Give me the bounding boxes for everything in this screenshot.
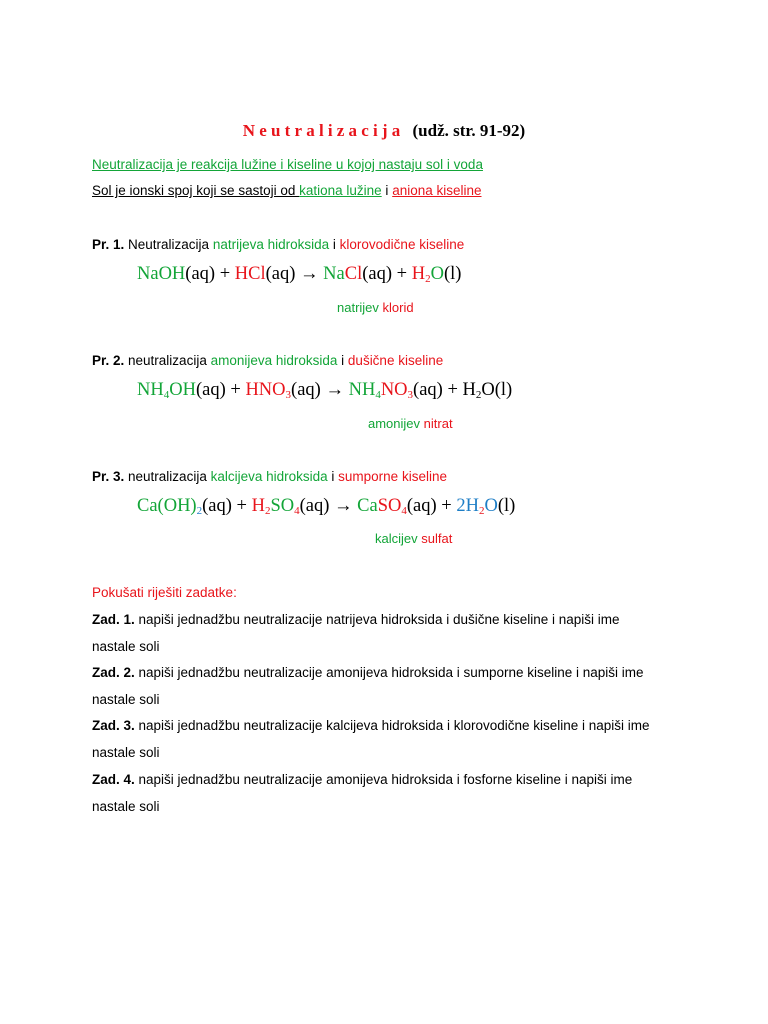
salt-name-1: natrijev klorid [337, 300, 414, 315]
intro-salt-definition: Sol je ionski spoj koji se sastoji od kationa lužine i aniona kiseline [92, 183, 482, 198]
task-4-line2: nastale soli [92, 799, 160, 814]
equation-1: NaOH(aq) + HCl(aq) → NaCl(aq) + $H_2O(l)$ [137, 264, 462, 285]
example-3-heading: Pr. 3. neutralizacija kalcijeva hidroksida i sumporne kiseline [92, 469, 447, 484]
task-3-line2: nastale soli [92, 745, 160, 760]
example-1-heading: Pr. 1. Neutralizacija natrijeva hidroksida i klorovodične kiseline [92, 237, 465, 252]
title-reference: (udž. str. 91-92) [412, 121, 526, 140]
example-2-heading: Pr. 2. neutralizacija amonijeva hidroksida i dušične kiseline [92, 353, 444, 368]
salt-name-2: amonijev nitrat [368, 416, 453, 431]
intro-definition: Neutralizacija je reakcija lužine i kiseline u kojoj nastaju sol i voda [92, 157, 483, 172]
tasks-heading: Pokušati riješiti zadatke: [92, 585, 237, 600]
task-2: Zad. 2. napiši jednadžbu neutralizacije amonijeva hidroksida i sumporne kiseline i napiši ime [92, 665, 644, 680]
task-3: Zad. 3. napiši jednadžbu neutralizacije kalcijeva hidroksida i klorovodične kiseline i napiši ime [92, 718, 650, 733]
title-word: Neutralizacija [242, 121, 405, 140]
equation-3: $Ca(OH)_2(aq) + H_2SO_4(aq)$ → CaSO$_4$(aq) + $2H_2O(l)$ [137, 496, 516, 517]
task-4: Zad. 4. napiši jednadžbu neutralizacije amonijeva hidroksida i fosforne kiseline i napiši ime [92, 772, 633, 787]
task-1: Zad. 1. napiši jednadžbu neutralizacije natrijeva hidroksida i dušične kiseline i napiši ime [92, 612, 620, 627]
salt-name-3: kalcijev sulfat [375, 531, 453, 546]
task-1-line2: nastale soli [92, 639, 160, 654]
equation-2: $NH_4OH(aq) + HNO_3(aq) \to NH_4NO_3(aq) + H_2O(l)$ [137, 380, 513, 401]
task-2-line2: nastale soli [92, 692, 160, 707]
page-title [0, 121, 768, 141]
